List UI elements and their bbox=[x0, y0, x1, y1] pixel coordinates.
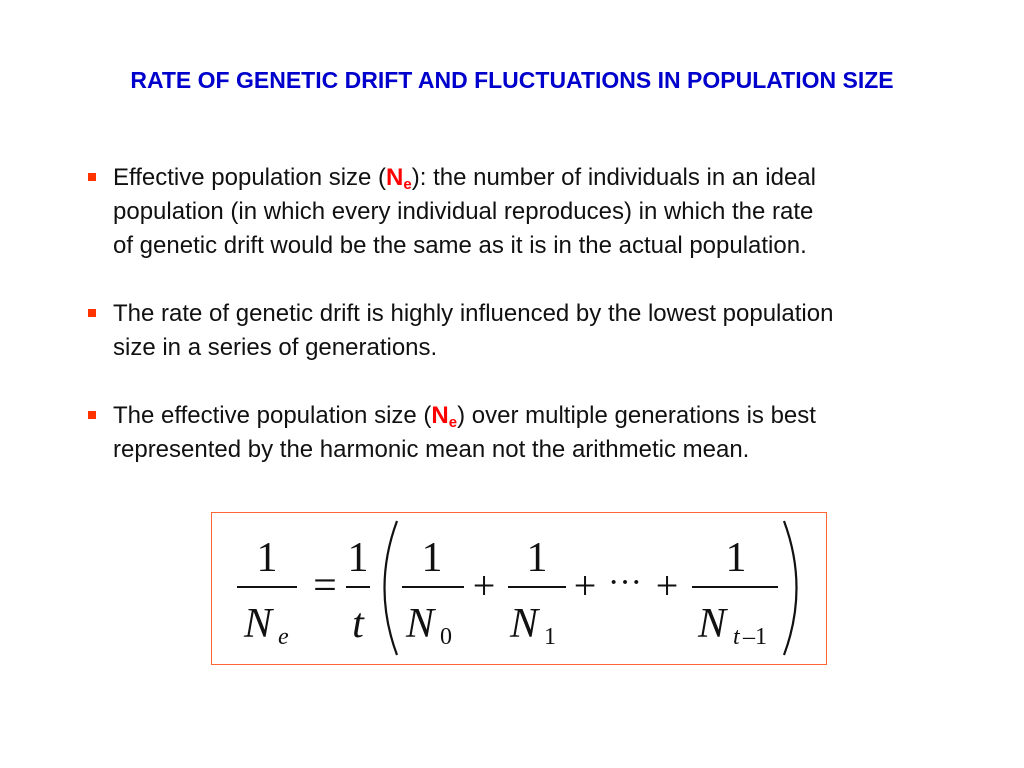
denominator-t: t bbox=[352, 601, 364, 647]
denominator-n: N bbox=[698, 601, 727, 647]
ne-symbol bbox=[386, 164, 412, 191]
numerator-one: 1 bbox=[256, 535, 278, 581]
numerator-one: 1 bbox=[725, 535, 747, 581]
right-parenthesis bbox=[784, 521, 797, 655]
text-fragment: ) over multiple generations is best bbox=[457, 402, 816, 429]
bullet-line: The rate of genetic drift is highly influenced by the lowest population bbox=[113, 300, 834, 327]
subscript-one: 1 bbox=[544, 624, 556, 650]
bullet-line: of genetic drift would be the same as it is in the actual population. bbox=[113, 232, 807, 259]
numerator-one: 1 bbox=[347, 535, 369, 581]
bullet-text bbox=[113, 161, 978, 263]
numerator-one: 1 bbox=[526, 535, 548, 581]
harmonic-mean-formula-box bbox=[211, 512, 827, 665]
symbol-subscript: e bbox=[448, 414, 458, 431]
subscript-zero: 0 bbox=[440, 624, 452, 650]
subscript-e: e bbox=[278, 624, 289, 650]
bullet-item-harmonic-mean bbox=[88, 399, 978, 467]
plus-sign: + bbox=[472, 563, 496, 608]
bullet-text bbox=[113, 399, 978, 467]
slide-title: RATE OF GENETIC DRIFT AND FLUCTUATIONS IN POPULATION SIZE bbox=[130, 67, 894, 93]
square-bullet-icon bbox=[88, 173, 96, 181]
plus-sign: + bbox=[573, 563, 597, 608]
square-bullet-icon bbox=[88, 309, 96, 317]
symbol-subscript: e bbox=[403, 176, 412, 193]
symbol-main: N bbox=[386, 164, 404, 191]
subscript-t: t bbox=[733, 624, 740, 650]
plus-sign: + bbox=[655, 563, 679, 608]
bullet-line: represented by the harmonic mean not the arithmetic mean. bbox=[113, 436, 750, 463]
text-fragment: The effective population size ( bbox=[113, 402, 432, 429]
equals-sign: = bbox=[313, 563, 337, 609]
bullet-text bbox=[113, 297, 978, 365]
numerator-one: 1 bbox=[421, 535, 443, 581]
ne-symbol bbox=[431, 402, 457, 429]
bullet-item-effective-population-size bbox=[88, 161, 978, 263]
denominator-n: N bbox=[510, 601, 539, 647]
bullet-line bbox=[113, 161, 978, 195]
denominator-n: N bbox=[244, 601, 273, 647]
bullet-item-lowest-population bbox=[88, 297, 978, 365]
bullet-line: size in a series of generations. bbox=[113, 334, 438, 361]
text-fragment: ): the number of individuals in an ideal bbox=[411, 164, 816, 191]
harmonic-mean-formula bbox=[212, 513, 828, 666]
text-fragment: Effective population size ( bbox=[113, 164, 387, 191]
left-parenthesis bbox=[385, 521, 398, 655]
ellipsis: ··· bbox=[608, 564, 642, 601]
square-bullet-icon bbox=[88, 411, 96, 419]
bullet-line bbox=[113, 399, 978, 433]
subscript-minus-one: –1 bbox=[743, 624, 767, 650]
bullet-line: population (in which every individual reproduces) in which the rate bbox=[113, 198, 814, 225]
symbol-main: N bbox=[431, 402, 449, 429]
denominator-n: N bbox=[406, 601, 435, 647]
